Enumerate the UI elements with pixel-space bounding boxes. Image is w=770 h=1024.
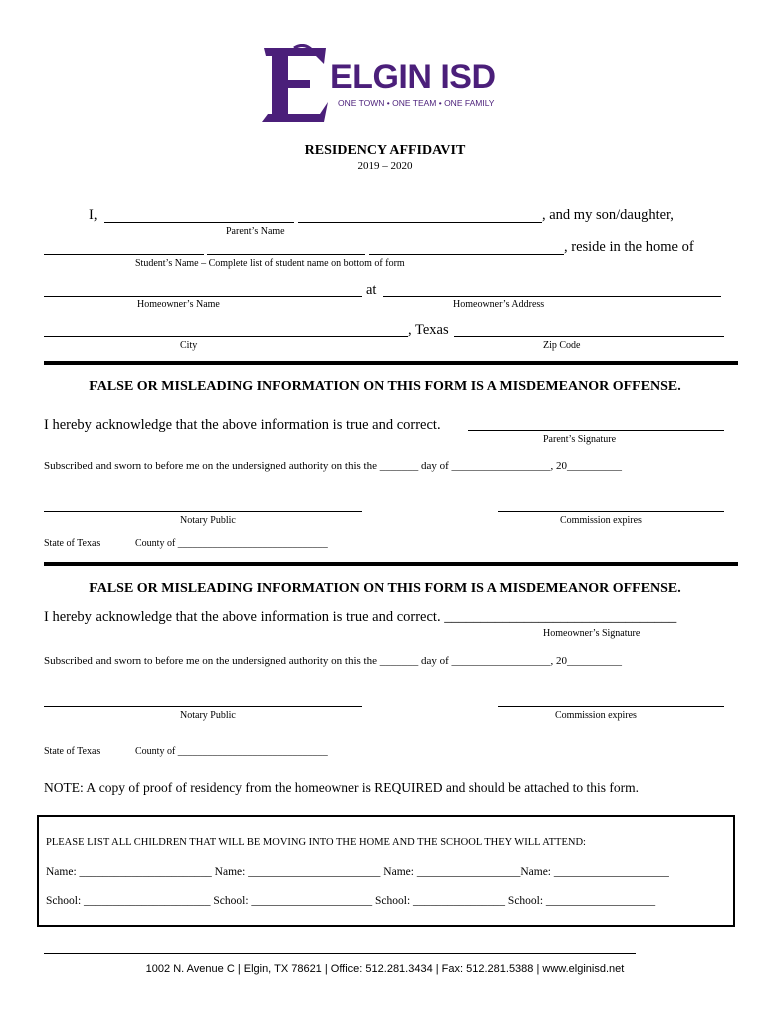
student-last-name-field[interactable]	[369, 254, 564, 255]
logo-brand: ELGIN ISD	[330, 58, 496, 96]
school-year: 2019 – 2020	[357, 160, 413, 172]
parent-notary-signature-field[interactable]	[44, 511, 362, 512]
city-field[interactable]	[44, 336, 408, 337]
homeowner-acknowledge-text: I hereby acknowledge that the above information is true and correct. ________________________________	[44, 609, 677, 625]
homeowner-sworn-text: Subscribed and sworn to before me on the undersigned authority on this the _______ day of __________________, 20__________	[44, 655, 623, 667]
parents-name-label: Parent’s Name	[226, 226, 285, 237]
homeowner-county-text: County of ______________________________	[135, 746, 328, 757]
section-divider	[44, 361, 738, 365]
homeowner-commission-expires-field[interactable]	[498, 706, 724, 707]
form-title: RESIDENCY AFFIDAVIT	[304, 143, 466, 158]
children-list-box	[37, 815, 735, 927]
homeowner-address-field[interactable]	[383, 296, 721, 297]
logo-tagline: ONE TOWN • ONE TEAM • ONE FAMILY	[338, 98, 495, 108]
homeowner-state-text: State of Texas	[44, 746, 101, 757]
homeowner-name-label: Homeowner’s Name	[137, 299, 220, 310]
homeowner-commission-label: Commission expires	[555, 710, 637, 721]
misdemeanor-warning-2: FALSE OR MISLEADING INFORMATION ON THIS FORM IS A MISDEMEANOR OFFENSE.	[89, 581, 681, 596]
footer-contact: 1002 N. Avenue C | Elgin, TX 78621 | Office: 512.281.3434 | Fax: 512.281.5388 | www.elginisd.net	[145, 963, 625, 975]
texas-text: , Texas	[408, 322, 449, 338]
student-first-name-field[interactable]	[44, 254, 204, 255]
footer-rule	[44, 953, 636, 954]
city-label: City	[180, 340, 198, 351]
parent-state-text: State of Texas	[44, 538, 101, 549]
children-schools-row[interactable]: School: ______________________ School: _____________________ School: ________________ School: ___________________	[46, 895, 656, 907]
parent-signature-field[interactable]	[468, 430, 724, 431]
zip-code-label: Zip Code	[543, 340, 581, 351]
homeowner-notary-signature-field[interactable]	[44, 706, 362, 707]
homeowner-address-label: Homeowner’s Address	[453, 299, 545, 310]
parent-first-name-field[interactable]	[104, 222, 294, 223]
homeowner-signature-label: Homeowner’s Signature	[543, 628, 641, 639]
at-text: at	[366, 282, 377, 298]
student-name-label: Student’s Name – Complete list of student name on bottom of form	[135, 258, 405, 269]
parent-notary-label: Notary Public	[180, 515, 236, 526]
section-divider	[44, 562, 738, 566]
i-prefix: I,	[89, 207, 98, 223]
homeowner-name-field[interactable]	[44, 296, 362, 297]
student-middle-name-field[interactable]	[207, 254, 365, 255]
parent-sworn-text: Subscribed and sworn to before me on the undersigned authority on this the _______ day of __________________, 20__________	[44, 460, 623, 472]
children-names-row[interactable]: Name: _______________________ Name: _______________________ Name: __________________Name: ____________________	[46, 866, 669, 878]
parent-signature-label: Parent’s Signature	[543, 434, 617, 445]
zip-code-field[interactable]	[454, 336, 724, 337]
homeowner-notary-label: Notary Public	[180, 710, 236, 721]
reside-text: , reside in the home of	[564, 239, 694, 255]
district-logo	[258, 44, 518, 126]
son-daughter-text: , and my son/daughter,	[542, 207, 674, 223]
parent-commission-expires-field[interactable]	[498, 511, 724, 512]
proof-of-residency-note: NOTE: A copy of proof of residency from the homeowner is REQUIRED and should be attached to this form.	[44, 780, 639, 795]
children-list-heading: PLEASE LIST ALL CHILDREN THAT WILL BE MOVING INTO THE HOME AND THE SCHOOL THEY WILL ATTEND:	[46, 837, 586, 848]
parent-commission-label: Commission expires	[560, 515, 642, 526]
parent-last-name-field[interactable]	[298, 222, 542, 223]
parent-acknowledge-text: I hereby acknowledge that the above information is true and correct.	[44, 417, 441, 433]
parent-county-text: County of ______________________________	[135, 538, 328, 549]
misdemeanor-warning-1: FALSE OR MISLEADING INFORMATION ON THIS FORM IS A MISDEMEANOR OFFENSE.	[89, 379, 681, 394]
